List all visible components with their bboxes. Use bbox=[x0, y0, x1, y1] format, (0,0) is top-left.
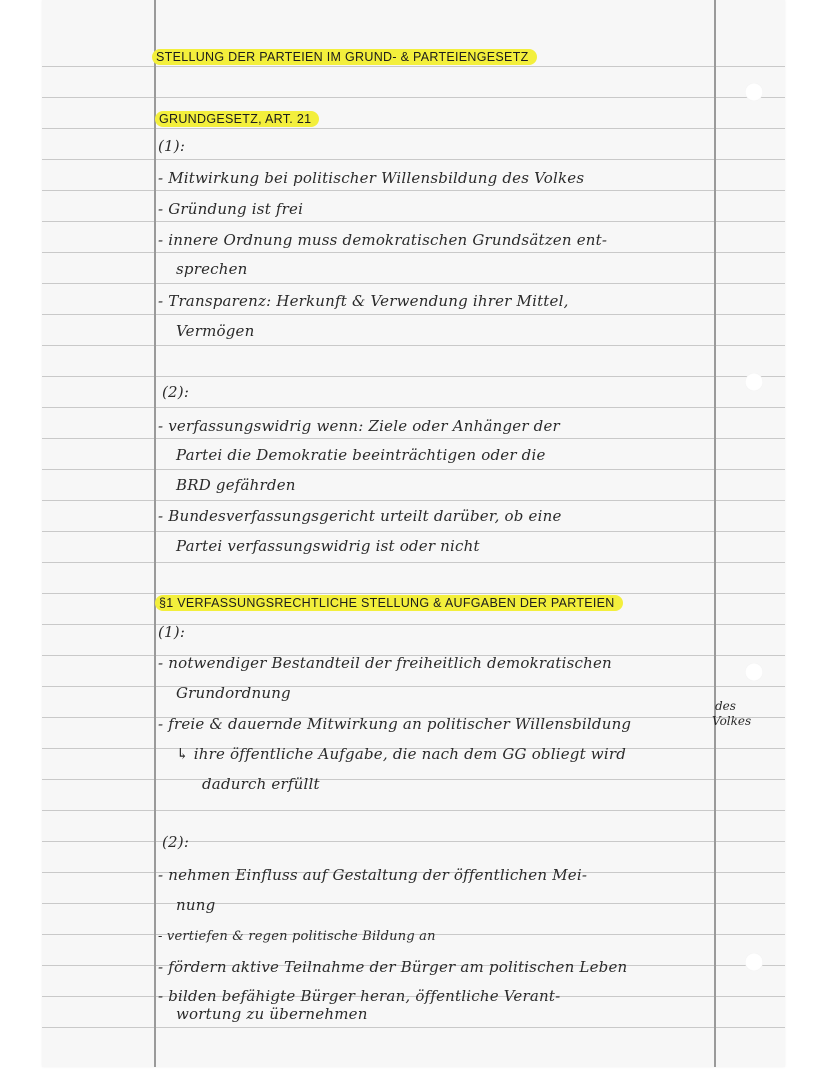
paragraph-label: (2): bbox=[162, 833, 190, 851]
note-line: - nehmen Einfluss auf Gestaltung der öffentlichen Mei- bbox=[158, 866, 588, 884]
note-line: Vermögen bbox=[176, 322, 255, 340]
note-line: - Gründung ist frei bbox=[158, 200, 304, 218]
margin-annotation: des bbox=[715, 699, 736, 713]
note-line: ↳ ihre öffentliche Aufgabe, die nach dem GG obliegt wird bbox=[176, 745, 627, 763]
margin-annotation: Volkes bbox=[712, 714, 752, 728]
paragraph-label: (2): bbox=[162, 383, 190, 401]
section-heading-grundgesetz: GRUNDGESETZ, ART. 21 bbox=[155, 112, 319, 126]
page-title: STELLUNG DER PARTEIEN IM GRUND- & PARTEIENGESETZ bbox=[152, 50, 537, 64]
note-line: - notwendiger Bestandteil der freiheitlich demokratischen bbox=[158, 654, 612, 672]
paragraph-label: (1): bbox=[158, 137, 186, 155]
note-line: dadurch erfüllt bbox=[202, 775, 320, 793]
note-line: Grundordnung bbox=[176, 684, 291, 702]
paragraph-label: (1): bbox=[158, 623, 186, 641]
note-line: - Bundesverfassungsgericht urteilt darüber, ob eine bbox=[158, 507, 562, 525]
note-line: - fördern aktive Teilnahme der Bürger am politischen Leben bbox=[158, 958, 628, 976]
note-line: BRD gefährden bbox=[176, 476, 296, 494]
note-line: - Mitwirkung bei politischer Willensbildung des Volkes bbox=[158, 169, 585, 187]
note-line: - verfassungswidrig wenn: Ziele oder Anhänger der bbox=[158, 417, 560, 435]
note-line: - innere Ordnung muss demokratischen Grundsätzen ent- bbox=[158, 231, 608, 249]
section-heading-parteiengesetz: §1 VERFASSUNGSRECHTLICHE STELLUNG & AUFGABEN DER PARTEIEN bbox=[155, 596, 623, 610]
note-line: wortung zu übernehmen bbox=[176, 1005, 368, 1023]
note-line: Partei die Demokratie beeinträchtigen oder die bbox=[176, 446, 546, 464]
note-line: sprechen bbox=[176, 260, 248, 278]
note-line: Partei verfassungswidrig ist oder nicht bbox=[176, 537, 480, 555]
note-line: - Transparenz: Herkunft & Verwendung ihrer Mittel, bbox=[158, 292, 569, 310]
note-line: nung bbox=[176, 896, 216, 914]
note-line: - freie & dauernde Mitwirkung an politischer Willensbildung bbox=[158, 715, 632, 733]
note-line: - vertiefen & regen politische Bildung an bbox=[158, 929, 436, 944]
note-line: - bilden befähigte Bürger heran, öffentliche Verant- bbox=[158, 987, 561, 1005]
